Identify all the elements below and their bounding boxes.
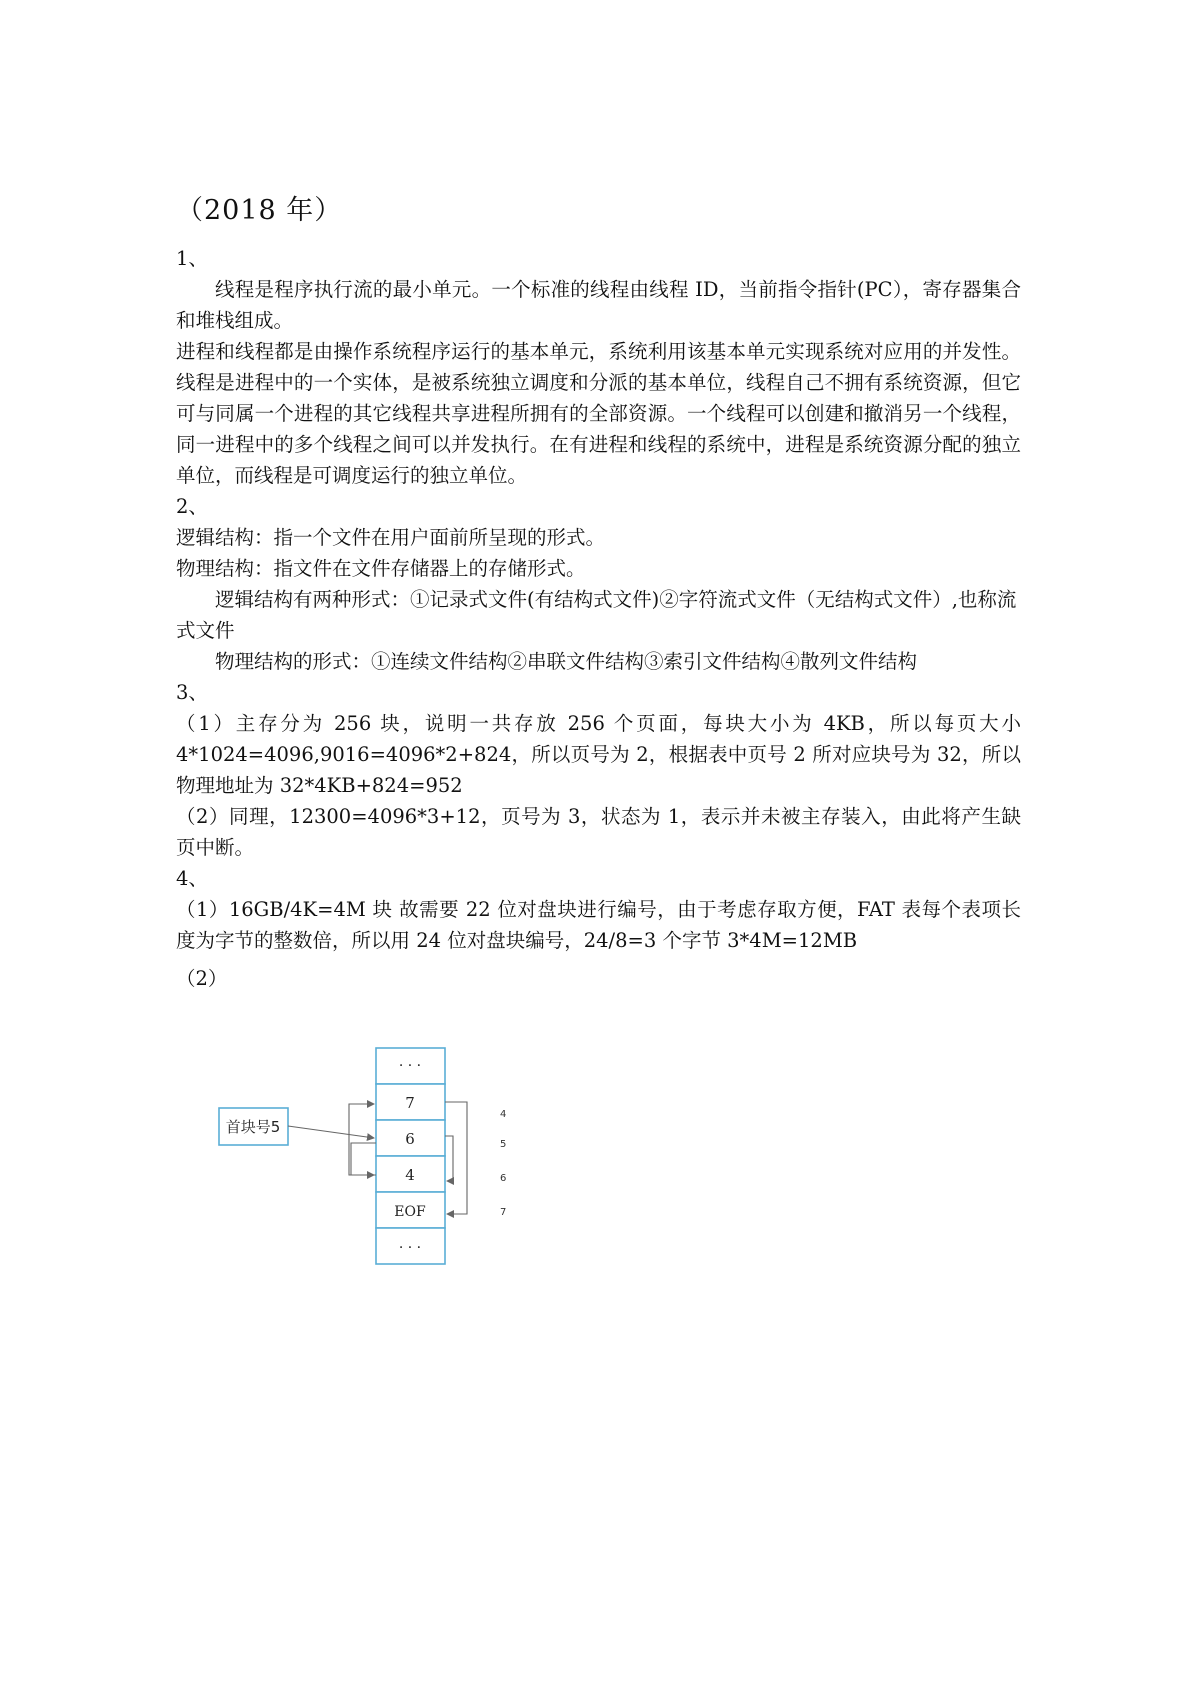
q1-paragraph-1: 线程是程序执行流的最小单元。一个标准的线程由线程 ID，当前指令指针(PC），寄存器集合和堆栈组成。 [176, 278, 1021, 332]
chain-arrow-to-4-right [445, 1136, 453, 1181]
fat-cell-text: 6 [405, 1130, 415, 1148]
q1-number: 1、 [176, 247, 208, 270]
chain-arrow-4-to-7 [349, 1104, 376, 1175]
chain-arrow-6-to-4 [351, 1143, 376, 1175]
q4-number: 4、 [176, 867, 208, 890]
q4-answer-1: （1）16GB/4K=4M 块 故需要 22 位对盘块进行编号，由于考虑存取方便，FAT 表每个表项长度为字节的整数倍，所以用 24 位对盘块编号，24/8=3 个字节 3*4M=12MB [176, 898, 1021, 952]
q3-number: 3、 [176, 681, 208, 704]
chain-arrow-7-to-eof [445, 1102, 467, 1214]
fat-cell-text: 7 [405, 1094, 415, 1112]
q2-number: 2、 [176, 495, 208, 518]
fat-cell-text: EOF [394, 1204, 426, 1220]
block-index-label: 7 [500, 1207, 507, 1218]
fat-cell-text: 4 [405, 1166, 415, 1184]
q3-answer-2: （2）同理，12300=4096*3+12，页号为 3，状态为 1，表示并未被主存装入，由此将产生缺页中断。 [176, 805, 1021, 859]
block-index-label: 6 [500, 1173, 507, 1184]
q2-physical-forms: 物理结构的形式：①连续文件结构②串联文件结构③索引文件结构④散列文件结构 [215, 650, 918, 673]
q3-answer-1: （1）主存分为 256 块，说明一共存放 256 个页面，每块大小为 4KB，所以每页大小 4*1024=4096,9016=4096*2+824，所以页号为 2，根据表中页号 2 所对应块号为 32，所以物理地址为 32*4KB+824=952 [176, 712, 1021, 797]
page-title: （2018 年） [176, 195, 343, 226]
fat-cell-text: · · · [398, 1058, 422, 1074]
q2-physical-def: 物理结构：指文件在文件存储器上的存储形式。 [176, 557, 586, 580]
q4-answer-2-label: （2） [176, 967, 228, 990]
block-index-label: 5 [500, 1139, 507, 1150]
fat-cell-text: · · · [398, 1240, 422, 1256]
start-pointer-arrow [288, 1126, 374, 1138]
block-index-label: 4 [500, 1109, 507, 1120]
q2-logical-def: 逻辑结构：指一个文件在用户面前所呈现的形式。 [176, 526, 606, 549]
start-block-label: 首块号5 [225, 1118, 281, 1136]
q2-logical-forms: 逻辑结构有两种形式：①记录式文件(有结构式文件)②字符流式文件（无结构式文件）,也称流式文件 [176, 588, 1017, 642]
q1-paragraph-2: 进程和线程都是由操作系统程序运行的基本单元，系统利用该基本单元实现系统对应用的并发性。线程是进程中的一个实体，是被系统独立调度和分派的基本单位，线程自己不拥有系统资源，但它可与同属一个进程的其它线程共享进程所拥有的全部资源。一个线程可以创建和撤消另一个线程，同一进程中的多个线程之间可以并发执行。在有进程和线程的系统中，进程是系统资源分配的独立单位，而线程是可调度运行的独立单位。 [176, 340, 1021, 487]
